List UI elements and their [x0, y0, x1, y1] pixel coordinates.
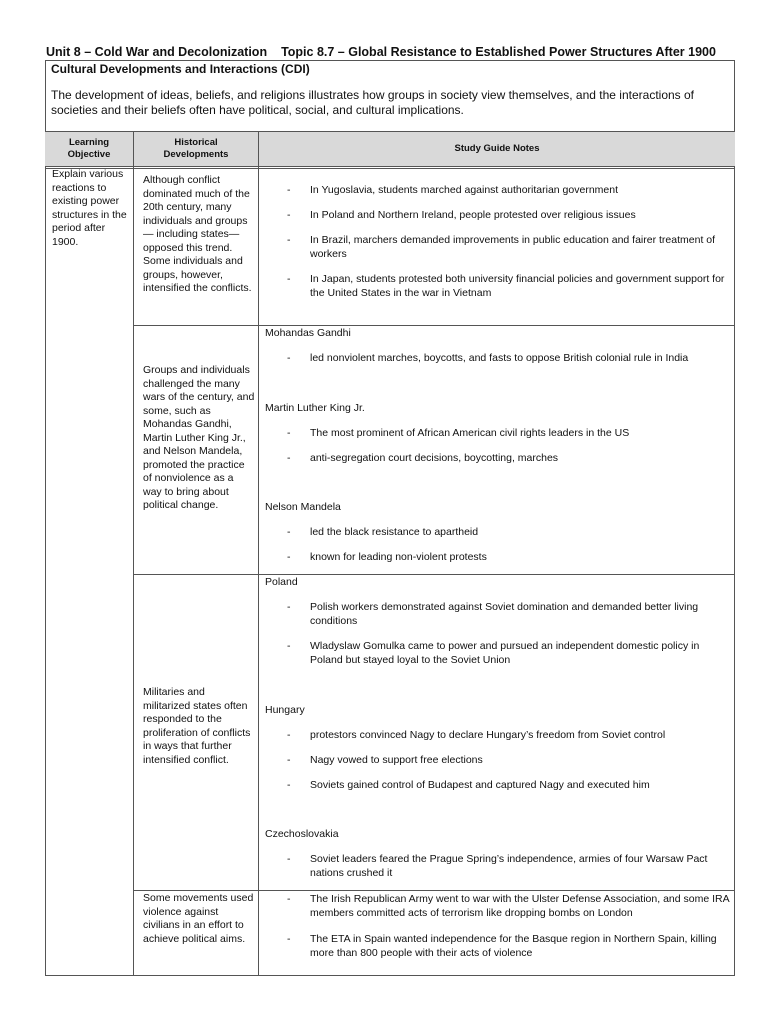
col-header-learning-objective: [45, 131, 133, 167]
note-subheading: Nelson Mandela: [265, 501, 341, 513]
bullet-dash: -: [287, 754, 291, 766]
bullet-text: In Japan, students protested both university financial policies and government support for the United States in the war in Vietnam: [310, 273, 725, 299]
col-header-notes-label: Study Guide Notes: [454, 143, 540, 154]
row-divider: [133, 325, 735, 326]
bullet-dash: -: [287, 427, 291, 439]
bullet-text: led nonviolent marches, boycotts, and fasts to oppose British colonial rule in India: [310, 352, 689, 364]
note-subheading: Poland: [265, 576, 298, 588]
bullet-text: Soviet leaders feared the Prague Spring’s independence, armies of four Warsaw Pact nations crushed it: [310, 853, 708, 879]
page-header: [46, 45, 736, 59]
bullet-dash: -: [287, 640, 291, 652]
bullet-text: protestors convinced Nagy to declare Hungary’s freedom from Soviet control: [310, 729, 666, 741]
col-header-learning-label: Learning Objective: [67, 137, 111, 160]
bullet-text: Soviets gained control of Budapest and captured Nagy and executed him: [310, 779, 650, 791]
bullet-text: Wladyslaw Gomulka came to power and pursued an independent domestic policy in Poland but stayed loyal to the Soviet Union: [310, 640, 700, 666]
note-subheading: Czechoslovakia: [265, 828, 339, 840]
bullet-text: Polish workers demonstrated against Soviet domination and demanded better living conditions: [310, 601, 699, 627]
historical-development: Groups and individuals challenged the many wars of the century, and some, such as Mohandas Gandhi, Martin Luther King Jr., and Nelson Mandela, promoted the practice of nonviolence as a way to bring about political change.: [143, 364, 255, 511]
cdi-text: The development of ideas, beliefs, and religions illustrates how groups in society view themselves, and the interactions of societies and their beliefs often have political, social, and cultural implications.: [51, 88, 695, 117]
cdi-section: [51, 62, 731, 118]
bullet-text: The most prominent of African American civil rights leaders in the US: [310, 427, 630, 439]
col-header-notes: [259, 131, 735, 167]
bullet-text: In Yugoslavia, students marched against authoritarian government: [310, 184, 618, 196]
note-subheading: Martin Luther King Jr.: [265, 402, 365, 414]
bullet-dash: -: [287, 601, 291, 613]
row-divider: [45, 168, 735, 169]
bullet-dash: -: [287, 352, 291, 364]
bullet-text: Nagy vowed to support free elections: [310, 754, 483, 766]
bullet-dash: -: [287, 234, 291, 246]
col-header-historical-label: Historical Developments: [163, 137, 229, 160]
bullet-dash: -: [287, 184, 291, 196]
unit-title: Unit 8 – Cold War and Decolonization: [46, 45, 268, 59]
bullet-text: The Irish Republican Army went to war with the Ulster Defense Association, and some IRA members committed acts of terrorism like dropping bombs on London: [310, 893, 730, 919]
bullet-text: known for leading non-violent protests: [310, 551, 487, 563]
row-divider: [133, 890, 735, 891]
note-subheading: Mohandas Gandhi: [265, 327, 351, 339]
bullet-dash: -: [287, 526, 291, 538]
row-divider: [133, 574, 735, 575]
column-divider: [258, 131, 259, 976]
column-divider: [133, 131, 134, 976]
topic-title: Topic 8.7 – Global Resistance to Established Power Structures After 1900: [281, 45, 716, 59]
bullet-text: anti-segregation court decisions, boycotting, marches: [310, 452, 559, 464]
bullet-text: In Brazil, marchers demanded improvements in public education and fairer treatment of workers: [310, 234, 716, 260]
bullet-text: The ETA in Spain wanted independence for the Basque region in Northern Spain, killing more than 800 people with their acts of violence: [310, 933, 717, 959]
historical-development: Some movements used violence against civilians in an effort to achieve political aims.: [143, 892, 254, 945]
bullet-text: led the black resistance to apartheid: [310, 526, 479, 538]
bullet-dash: -: [287, 551, 291, 563]
cdi-title: Cultural Developments and Interactions (CDI): [51, 62, 310, 76]
bullet-text: In Poland and Northern Ireland, people protested over religious issues: [310, 209, 636, 221]
bullet-dash: -: [287, 273, 291, 285]
note-subheading: Hungary: [265, 704, 305, 716]
learning-objective: Explain various reactions to existing power structures in the period after 1900.: [52, 168, 127, 248]
col-header-historical: [133, 131, 259, 167]
bullet-dash: -: [287, 452, 291, 464]
bullet-dash: -: [287, 853, 291, 865]
bullet-dash: -: [287, 893, 291, 905]
bullet-dash: -: [287, 209, 291, 221]
bullet-dash: -: [287, 729, 291, 741]
bullet-dash: -: [287, 933, 291, 945]
historical-development: Militaries and militarized states often responded to the proliferation of conflicts in ways that further intensified conflict.: [143, 686, 251, 766]
bullet-dash: -: [287, 779, 291, 791]
historical-development: Although conflict dominated much of the 20th century, many individuals and groups— including states—opposed this trend. Some individuals and groups, however, intensified the conflicts.: [143, 174, 252, 294]
